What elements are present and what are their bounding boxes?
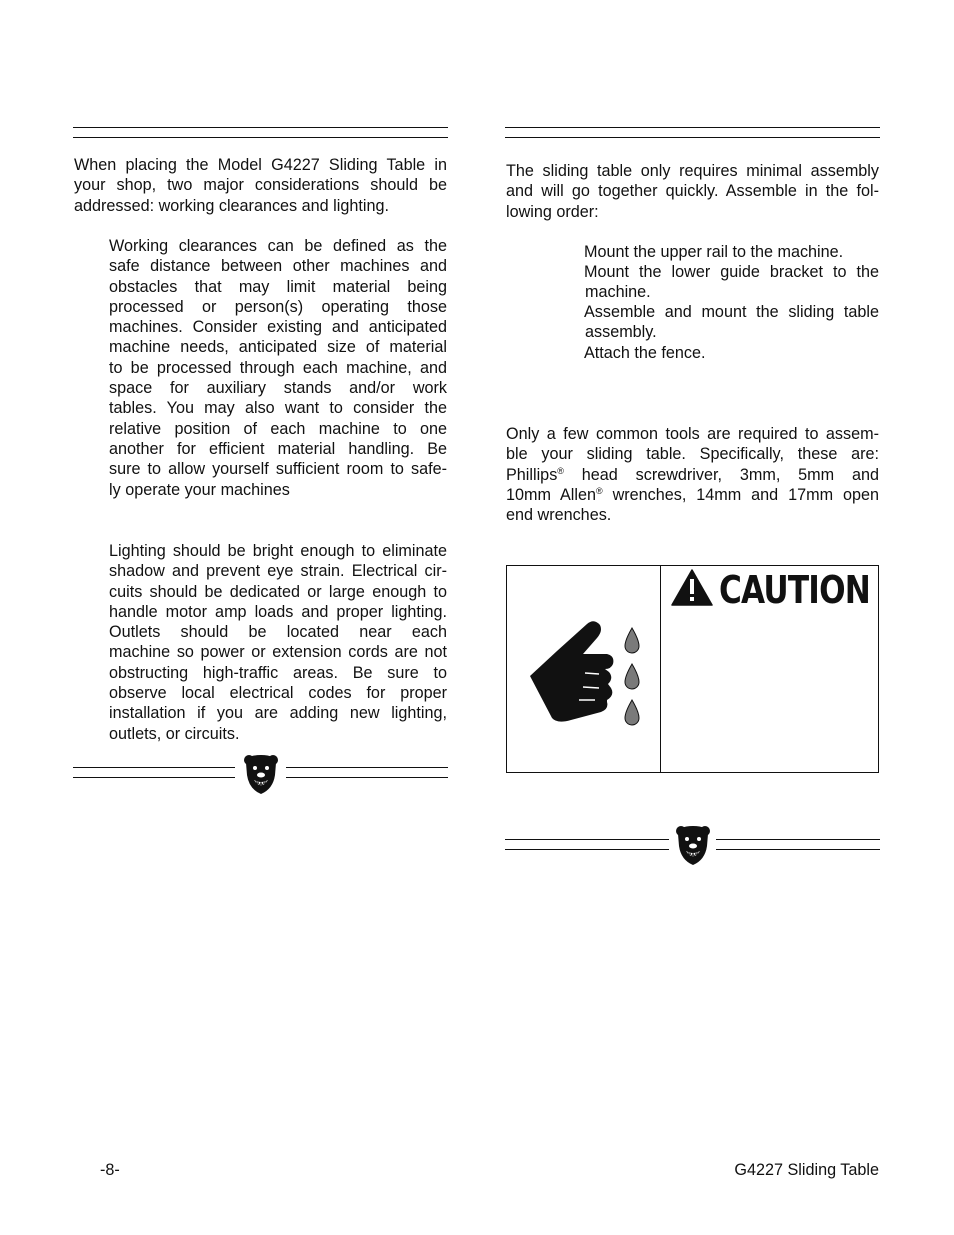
registered-mark: ® xyxy=(557,465,564,476)
left-end-rule-thick xyxy=(73,777,235,778)
assembly-step xyxy=(584,242,879,262)
left-header-rule-bottom xyxy=(73,137,448,138)
assembly-intro xyxy=(506,161,879,222)
text-line: shadow and prevent eye strain. Electrical cir- xyxy=(109,562,447,581)
text-line: Attach the fence. xyxy=(584,344,706,362)
text-line: addressed: working clearances and lighting. xyxy=(74,196,389,215)
lighting-paragraph xyxy=(109,541,447,744)
right-end-rule-thick xyxy=(505,839,669,840)
assembly-step xyxy=(584,302,879,343)
text-line: The sliding table only requires minimal assembly xyxy=(506,162,879,180)
working-clearances-paragraph xyxy=(109,236,447,500)
text-line: space for auxiliary stands and/or work xyxy=(109,379,447,398)
text-line xyxy=(506,465,879,485)
text-line: Outlets should be located near each xyxy=(109,623,447,642)
text-line: tables. You may also want to consider the xyxy=(109,399,447,418)
allen-word: 10mm Allen xyxy=(506,485,596,504)
text-line: end wrenches. xyxy=(506,506,612,525)
left-end-rule-thick-right xyxy=(286,777,448,778)
text-line xyxy=(506,485,879,505)
bear-logo-icon xyxy=(675,824,711,866)
right-header-rule-top xyxy=(505,127,880,128)
text-line: machine so power or extension cords are not xyxy=(109,643,447,662)
text-line: relative position of each machine to one xyxy=(109,419,447,438)
text-line: machine needs, anticipated size of material xyxy=(109,338,447,357)
text-line: lowing order: xyxy=(506,202,599,221)
text-line: When placing the Model G4227 Sliding Table in xyxy=(74,156,447,174)
text-line: obstructing high-traffic areas. Be sure to xyxy=(109,663,447,682)
text-segment: wrenches, 14mm and 17mm open xyxy=(602,485,879,504)
assembly-step xyxy=(584,343,879,363)
right-end-rule-thick-right xyxy=(716,839,880,840)
placement-intro xyxy=(74,155,447,216)
text-line: machine. xyxy=(585,283,651,302)
caution-divider xyxy=(660,566,661,772)
text-line: processed or person(s) operating those xyxy=(109,297,447,316)
text-line: ble your sliding table. Specifically, these are: xyxy=(506,445,879,464)
left-end-rule-thin xyxy=(73,767,235,768)
text-segment: head screwdriver, 3mm, 5mm and xyxy=(563,465,879,484)
tools-paragraph xyxy=(506,424,879,525)
left-header-rule-top xyxy=(73,127,448,128)
text-line: outlets, or circuits. xyxy=(109,724,240,743)
text-line: another for efficient material handling. Be xyxy=(109,439,447,458)
right-end-rule-thin xyxy=(505,849,669,850)
text-line: Lighting should be bright enough to eliminate xyxy=(109,542,447,560)
caution-label: CAUTION xyxy=(719,568,871,612)
left-end-rule-thin-right xyxy=(286,767,448,768)
page-number: -8- xyxy=(100,1161,120,1179)
assembly-step xyxy=(584,262,879,303)
right-end-rule-thin-right xyxy=(716,849,880,850)
text-line: observe local electrical codes for proper xyxy=(109,684,447,703)
right-header-rule-bottom xyxy=(505,137,880,138)
oily-hand-icon xyxy=(527,616,647,731)
text-line: assembly. xyxy=(585,323,657,342)
text-line: Mount the lower guide bracket to the xyxy=(584,263,879,281)
text-line: obstacles that may limit material being xyxy=(109,277,447,296)
text-line: ly operate your machines xyxy=(109,480,290,499)
text-line: Only a few common tools are required to assem- xyxy=(506,425,879,443)
warning-triangle-icon xyxy=(671,569,713,607)
text-line: machines. Consider existing and anticipated xyxy=(109,318,447,337)
bear-logo-icon xyxy=(243,753,279,795)
registered-mark: ® xyxy=(596,485,603,496)
text-line: sure to allow yourself sufficient room to safe- xyxy=(109,460,447,479)
footer-model-name: G4227 Sliding Table xyxy=(734,1161,879,1179)
phillips-word: Phillips xyxy=(506,465,558,484)
text-line: safe distance between other machines and xyxy=(109,257,447,276)
text-line: installation if you are adding new lighting, xyxy=(109,704,447,723)
text-line: your shop, two major considerations should be xyxy=(74,176,447,195)
caution-box xyxy=(506,565,879,773)
text-line: cuits should be dedicated or large enough to xyxy=(109,582,447,601)
text-line: Mount the upper rail to the machine. xyxy=(584,243,844,261)
text-line: to be processed through each machine, and xyxy=(109,358,447,377)
text-line: Working clearances can be defined as the xyxy=(109,237,447,255)
text-line: and will go together quickly. Assemble in the fol- xyxy=(506,182,879,201)
text-line: handle motor amp loads and proper lighting. xyxy=(109,602,447,621)
text-line: Assemble and mount the sliding table xyxy=(584,303,879,321)
